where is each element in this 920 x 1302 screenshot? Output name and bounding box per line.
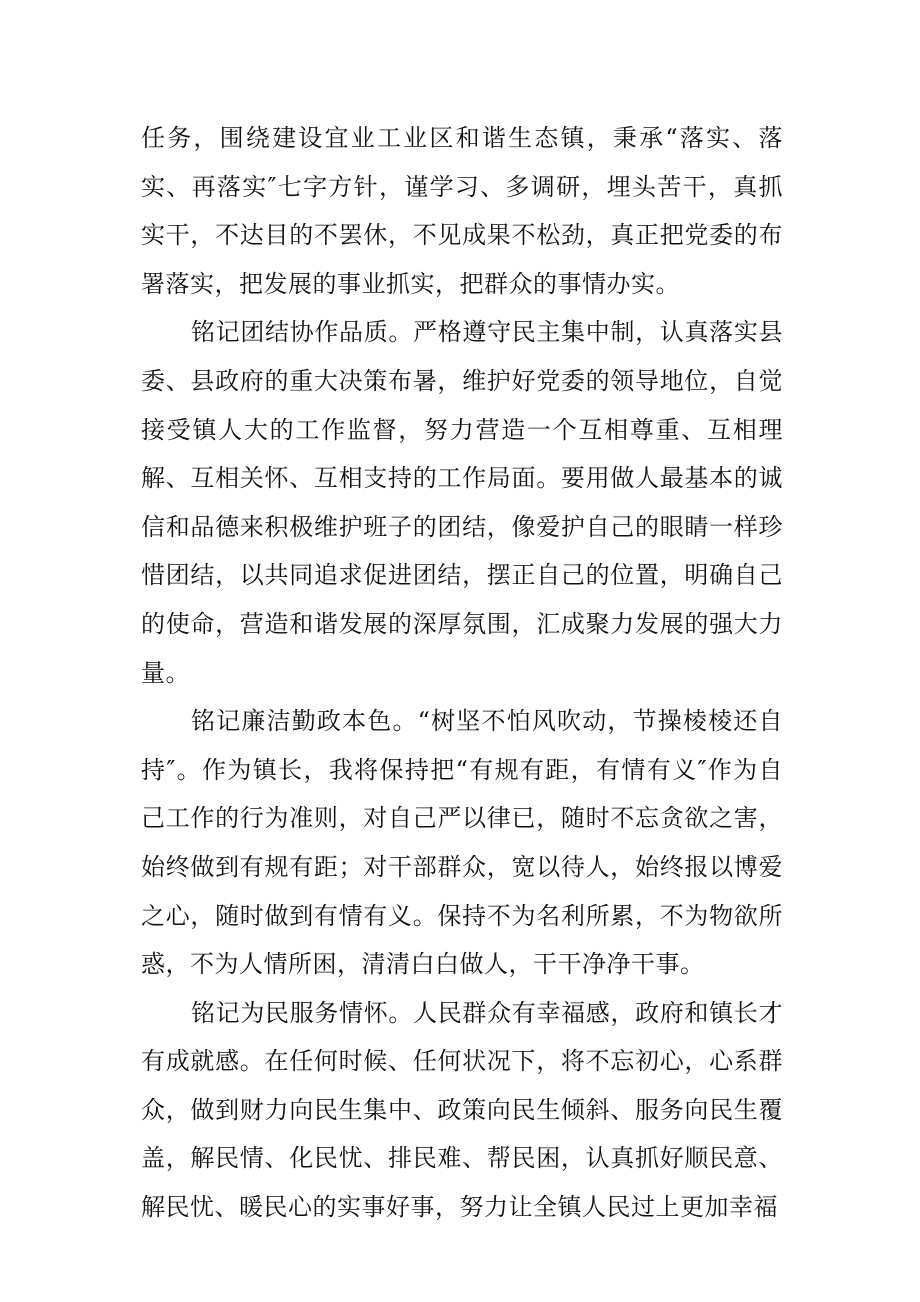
paragraph-service: 铭记为民服务情怀。人民群众有幸福感，政府和镇长才有成就感。在任何时候、任何状况下，将不忘初心，心系群众，做到财力向民生集中、政策向民生倾斜、服务向民生覆盖，解民情、化民忧、排民难、帮民困，认真抓好顺民意、解民忧、暖民心的实事好事，努力让全镇人民过上更加幸福: [141, 998, 783, 1222]
paragraph-integrity: 铭记廉洁勤政本色。“树坚不怕风吹动，节操棱棱还自持″。作为镇长，我将保持把“有规有距，有情有义″作为自己工作的行为准则，对自己严以律已，随时不忘贪欲之害，始终做到有规有距；对干部群众，宽以待人，始终报以博爱之心，随时做到有情有义。保持不为名利所累，不为物欲所惑，不为人情所困，清清白白做人，干干净净干事。: [141, 707, 783, 979]
body-text: [141, 114, 783, 1232]
paragraph-continuation: 任务，围绕建设宜业工业区和谐生态镇，秉承“落实、落实、再落实″七字方针，谨学习、多调研，埋头苦干，真抓实干，不达目的不罢休，不见成果不松劲，真正把党委的布署落实，把发展的事业抓实，把群众的事情办实。: [141, 124, 783, 298]
paragraph-unity: 铭记团结协作品质。严格遵守民主集中制，认真落实县委、县政府的重大决策布暑，维护好党委的领导地位，自觉接受镇人大的工作监督，努力营造一个互相尊重、互相理解、互相关怀、互相支持的工作局面。要用做人最基本的诚信和品德来积极维护班子的团结，像爱护自己的眼睛一样珍惜团结，以共同追求促进团结，摆正自己的位置，明确自己的使命，营造和谐发展的深厚氛围，汇成聚力发展的强大力量。: [141, 318, 783, 687]
